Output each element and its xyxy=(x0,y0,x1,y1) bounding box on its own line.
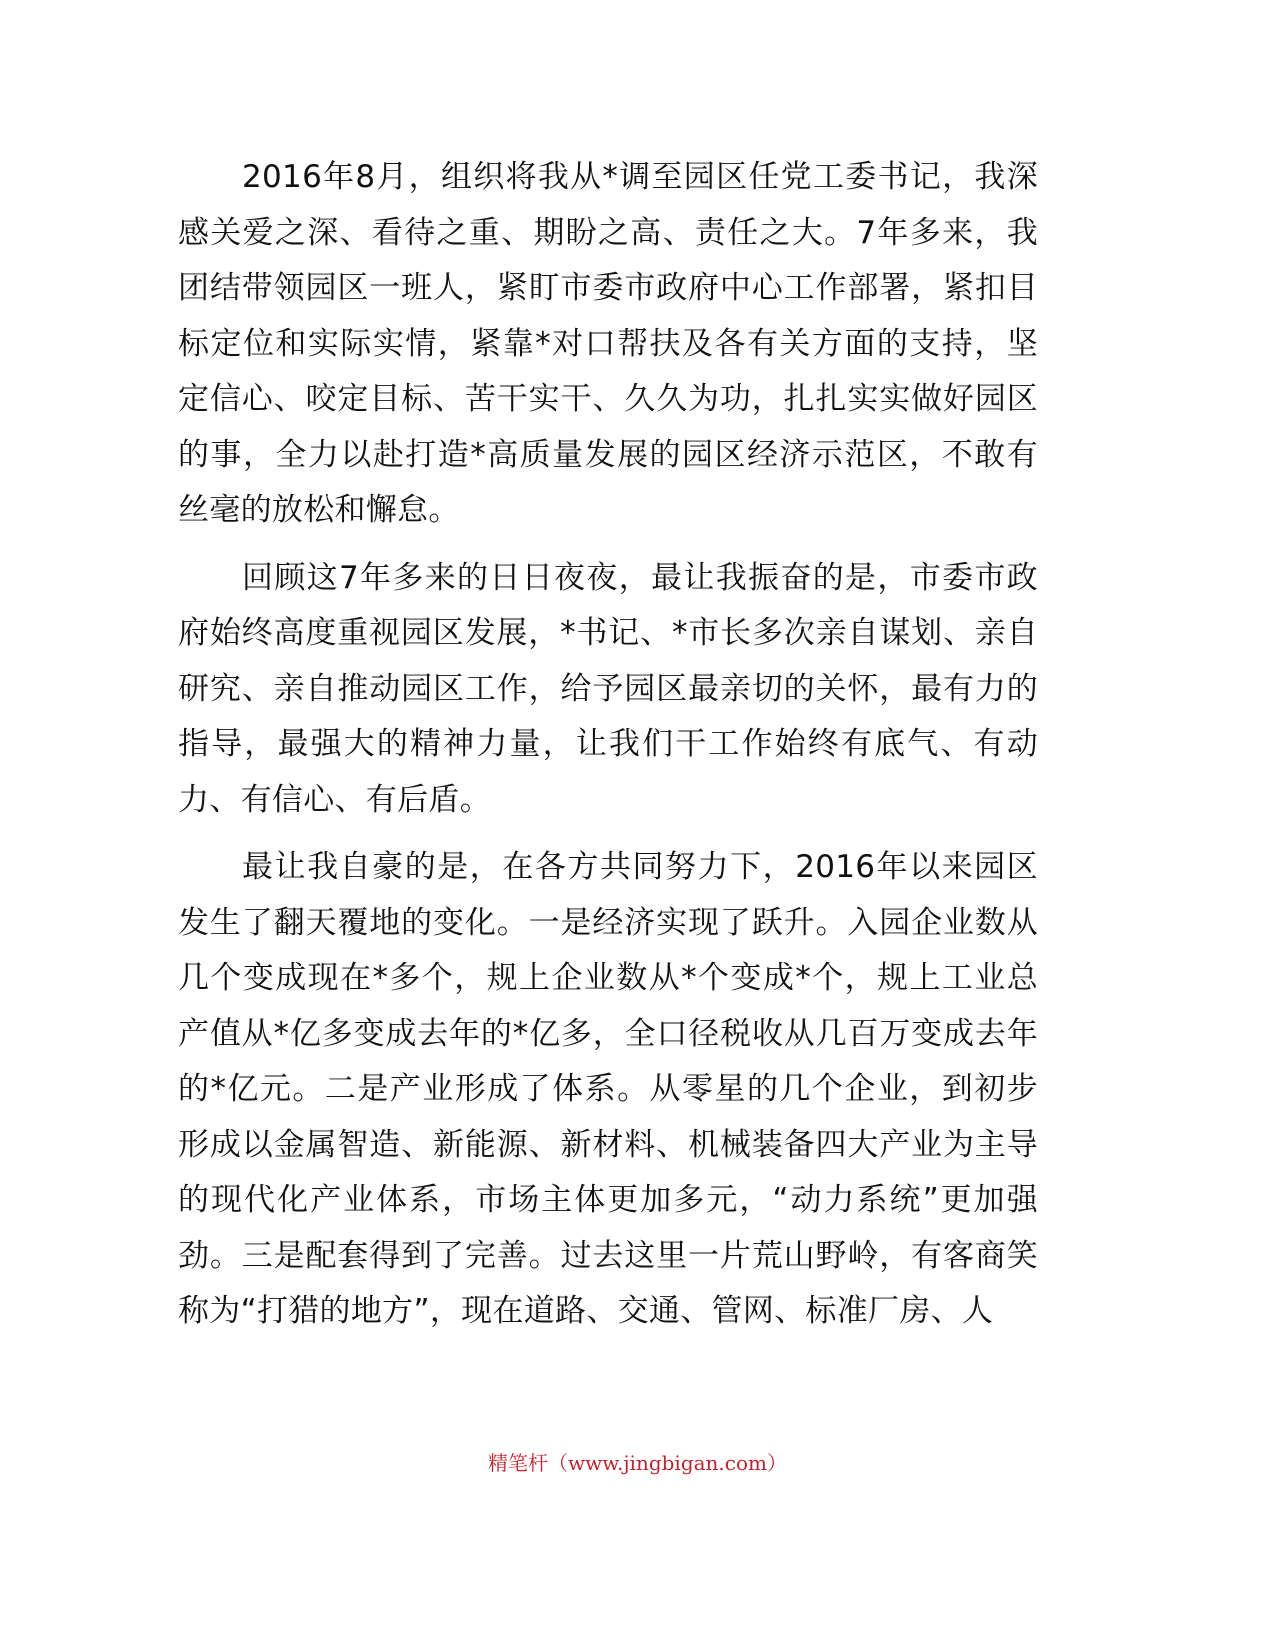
footer-watermark: 精笔杆（www.jingbigan.com） xyxy=(488,1451,787,1475)
paragraph-2: 回顾这7年多来的日日夜夜，最让我振奋的是，市委市政府始终高度重视园区发展，*书记、*市长多次亲自谋划、亲自研究、亲自推动园区工作，给予园区最亲切的关怀，最有力的指导，最强大的精神力量，让我们干工作始终有底气、有动力、有信心、有后盾。 xyxy=(178,559,1038,818)
document-body xyxy=(178,150,1038,1340)
paragraph-1: 2016年8月，组织将我从*调至园区任党工委书记，我深感关爱之深、看待之重、期盼之高、责任之大。7年多来，我团结带领园区一班人，紧盯市委市政府中心工作部署，紧扣目标定位和实际实情，紧靠*对口帮扶及各有关方面的支持，坚定信心、咬定目标、苦干实干、久久为功，扎扎实实做好园区的事，全力以赴打造*高质量发展的园区经济示范区，不敢有丝毫的放松和懈怠。 xyxy=(178,159,1038,528)
paragraph-3: 最让我自豪的是，在各方共同努力下，2016年以来园区发生了翻天覆地的变化。一是经济实现了跃升。入园企业数从几个变成现在*多个，规上企业数从*个变成*个，规上工业总产值从*亿多变成去年的*亿多，全口径税收从几百万变成去年的*亿元。二是产业形成了体系。从零星的几个企业，到初步形成以金属智造、新能源、新材料、机械装备四大产业为主导的现代化产业体系，市场主体更加多元，“动力系统”更加强劲。三是配套得到了完善。过去这里一片荒山野岭，有客商笑称为“打猎的地方”，现在道路、交通、管网、标准厂房、人 xyxy=(178,849,1038,1329)
